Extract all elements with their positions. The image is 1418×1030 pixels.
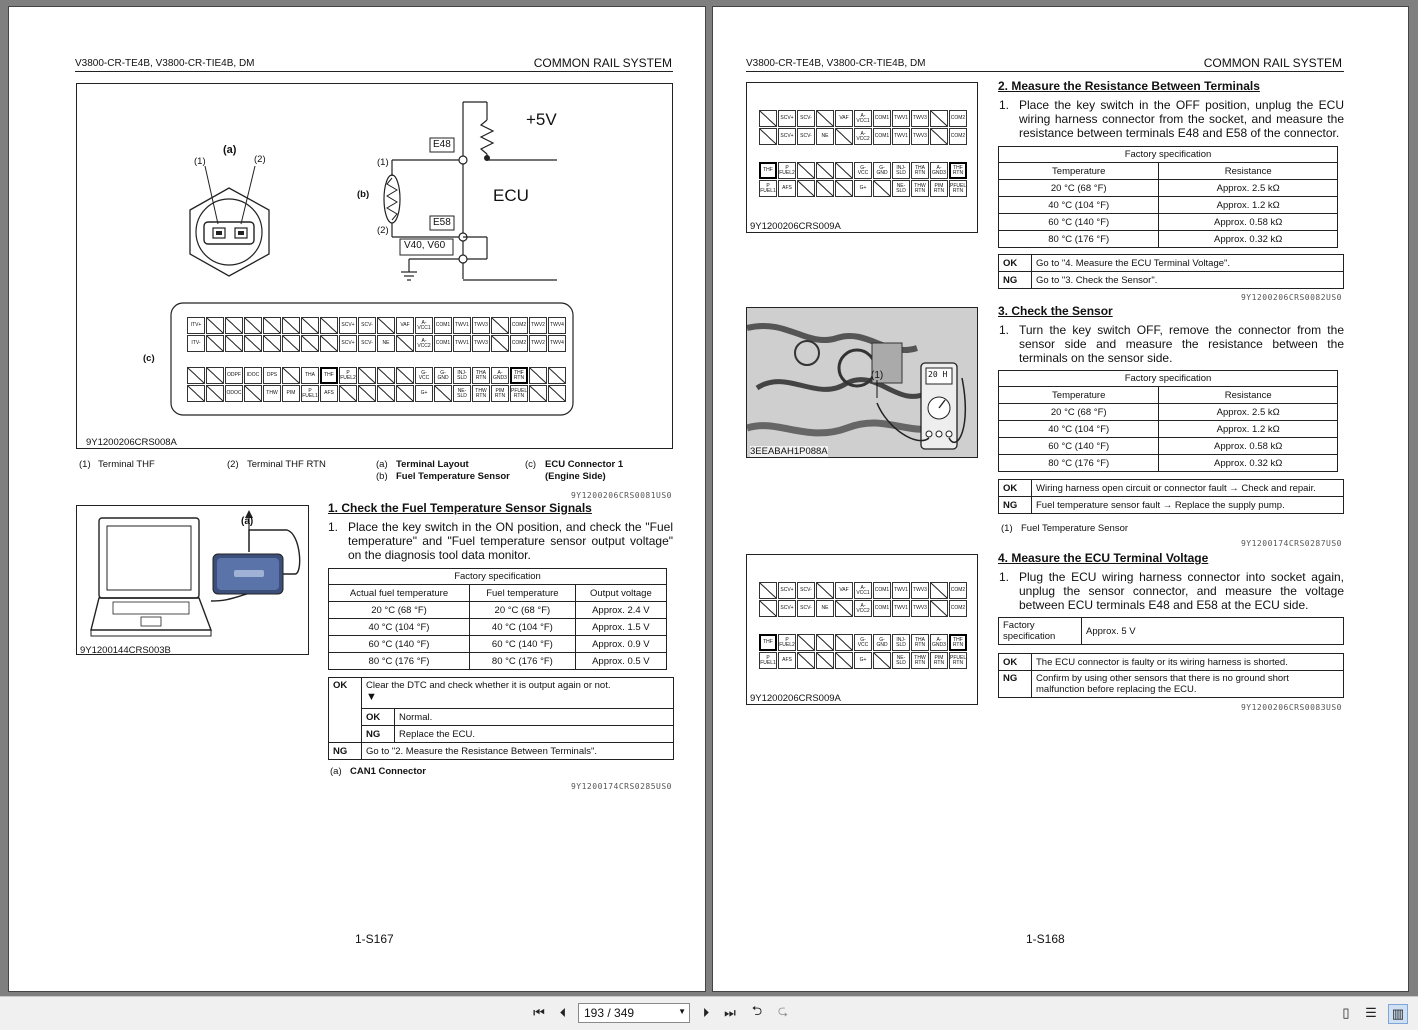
cell: Approx. 1.2 kΩ — [1159, 197, 1338, 214]
section2-title: 2. Measure the Resistance Between Terminals — [998, 79, 1260, 93]
cell: 20 °C (68 °F) — [999, 404, 1159, 421]
section1-spec-table — [328, 568, 667, 670]
col-header: Output voltage — [575, 585, 666, 602]
ng-text: Go to "3. Check the Sensor". — [1032, 272, 1344, 289]
spec-title: Factory specification — [999, 371, 1338, 387]
section3-step — [999, 323, 1344, 365]
section3-ok-ng-table — [998, 479, 1344, 514]
fig2-id: 9Y1200144CRS003B — [80, 645, 171, 656]
fig1-e48: E48 — [433, 139, 451, 150]
ok-text-cell — [362, 678, 674, 709]
ok-text: Go to "4. Measure the ECU Terminal Voltage". — [1032, 255, 1344, 272]
fig1-circuit-1: (1) — [377, 157, 389, 168]
fig1-label-c: (c) — [143, 353, 155, 364]
col-header: Fuel temperature — [470, 585, 576, 602]
section2-spec-table — [998, 146, 1338, 248]
legend-c-text-2: (Engine Side) — [545, 471, 606, 482]
fig-c-id: 9Y1200206CRS009A — [750, 693, 841, 704]
fig1-voltage: +5V — [526, 110, 557, 129]
fig1-e58: E58 — [433, 217, 451, 228]
header-section: COMMON RAIL SYSTEM — [533, 56, 672, 70]
fig1-circuit-2: (2) — [377, 225, 389, 236]
cell: 80 °C (176 °F) — [999, 231, 1159, 248]
fig1-v40: V40, V60 — [404, 240, 446, 251]
previous-page-icon[interactable]: ⏴ — [559, 1005, 567, 1020]
go-back-view-icon[interactable]: ⮌ — [751, 1003, 763, 1018]
cell: Approx. 1.5 V — [575, 619, 666, 636]
legend-1-text: Terminal THF — [98, 459, 155, 470]
legend-2-key: (2) — [227, 459, 239, 470]
ng-key: NG — [329, 743, 362, 760]
cell: 40 °C (104 °F) — [999, 197, 1159, 214]
header-rule — [75, 71, 673, 72]
step-text: Place the key switch in the ON position, and check the "Fuel temperature" and "Fuel temperature sensor output voltage" on the diagnosis tool data monitor. — [348, 520, 673, 562]
ok-text: The ECU connector is faulty or its wiring harness is shorted. — [1032, 654, 1344, 671]
fig-b-id: 3EEABAH1P088A — [750, 446, 828, 457]
cell: 20 °C (68 °F) — [329, 602, 470, 619]
cell: Approx. 0.58 kΩ — [1159, 214, 1338, 231]
spec-title: Factory specification — [999, 147, 1338, 163]
ok-key: OK — [999, 480, 1032, 497]
table-row — [999, 421, 1338, 438]
fig1-label-1: (1) — [194, 156, 206, 167]
sub-ng-key: NG — [362, 726, 395, 743]
sub-ok-text: Normal. — [395, 709, 674, 726]
single-page-view-icon[interactable]: ▯ — [1342, 1005, 1350, 1020]
table-row — [999, 180, 1338, 197]
ref-code-2: 9Y1200174CRS0285US0 — [570, 782, 672, 791]
section2-ok-ng-table — [998, 254, 1344, 289]
cell: Approx. 0.32 kΩ — [1159, 231, 1338, 248]
section2-step — [999, 98, 1344, 140]
page-selector[interactable] — [578, 1003, 690, 1023]
step-number: 1. — [999, 570, 1010, 584]
legend-a-text: Terminal Layout — [396, 459, 469, 470]
cell: 80 °C (176 °F) — [999, 455, 1159, 472]
col-header: Temperature — [999, 387, 1159, 404]
fig2-label-a: (a) — [241, 516, 254, 527]
sub-ng-text: Replace the ECU. — [395, 726, 674, 743]
section4-title: 4. Measure the ECU Terminal Voltage — [998, 551, 1209, 565]
ok-key: OK — [999, 654, 1032, 671]
section1-step — [328, 520, 673, 562]
figure-diagnosis-tool — [76, 505, 309, 655]
section3-spec-table — [998, 370, 1338, 472]
ng-key: NG — [999, 671, 1032, 698]
ecu-connector-upper-grid: ITV+ SCV+ SCV- VAF A-VCC1 COM1 TWV1 TWV3 COM2 TWV2 TWV4 ITV- SCV+ SCV- NE A-VCC2 COM1 TWV1 TWV3 COM2 TWV2 TWV4 — [187, 317, 566, 352]
go-forward-view-icon[interactable]: ⮎ — [777, 1003, 789, 1018]
connector-grid-lower: THF P FUEL2 G-VCC G-GND INJ-SLD THA RTN A-GND3 THF RTN P FUEL1 AFS G+ NE-SLD THW RTN PIM RTN PFUEL RTN — [759, 162, 967, 197]
figure-ecu-connector-a — [746, 82, 978, 233]
cell: Approx. 2.4 V — [575, 602, 666, 619]
cell: Approx. 1.2 kΩ — [1159, 421, 1338, 438]
engine-photo — [747, 308, 977, 457]
section4-step — [999, 570, 1344, 612]
cell: 40 °C (104 °F) — [999, 421, 1159, 438]
cell: 40 °C (104 °F) — [329, 619, 470, 636]
spec-title: Factory specification — [329, 569, 667, 585]
table-row — [999, 455, 1338, 472]
fig1-label-2: (2) — [254, 154, 266, 165]
ng-text: Go to "2. Measure the Resistance Between Terminals". — [362, 743, 674, 760]
connector-grid-lower: THF P FUEL2 G-VCC G-GND INJ-SLD THA RTN A-GND3 THF RTN P FUEL1 AFS G+ NE-SLD THW RTN PIM RTN PFUEL RTN — [759, 634, 967, 669]
section1-title: 1. Check the Fuel Temperature Sensor Signals — [328, 501, 592, 515]
fig-a-id: 9Y1200206CRS009A — [750, 221, 841, 232]
ng-key: NG — [999, 272, 1032, 289]
table-row — [999, 214, 1338, 231]
page-indicator: 193 / 349 — [584, 1006, 635, 1020]
spec-value: Approx. 5 V — [1082, 618, 1344, 645]
cell: 20 °C (68 °F) — [999, 180, 1159, 197]
figure-sensor-photo — [746, 307, 978, 458]
page-number: 1-S167 — [355, 932, 394, 946]
ng-text: Confirm by using other sensors that there is no ground short malfunction before replacing the ECU. — [1032, 671, 1344, 698]
cell: 20 °C (68 °F) — [470, 602, 576, 619]
step-number: 1. — [999, 323, 1010, 337]
cell: 60 °C (140 °F) — [999, 438, 1159, 455]
section3-title: 3. Check the Sensor — [998, 304, 1113, 318]
left-page — [8, 6, 706, 992]
figure-terminal-layout — [76, 83, 673, 449]
fig-b-label-1: (1) — [871, 370, 884, 381]
section4-ok-ng-table — [998, 653, 1344, 698]
sub-ok-key: OK — [362, 709, 395, 726]
legend-b-text: Fuel Temperature Sensor — [396, 471, 510, 482]
chevron-down-icon: ▼ — [678, 1007, 686, 1016]
table-row — [999, 231, 1338, 248]
legend-c-text: ECU Connector 1 — [545, 459, 624, 470]
header-models: V3800-CR-TE4B, V3800-CR-TIE4B, DM — [746, 58, 926, 69]
cell: 40 °C (104 °F) — [470, 619, 576, 636]
cell: 80 °C (176 °F) — [470, 653, 576, 670]
fig1-label-b: (b) — [357, 189, 370, 200]
legend-c-key: (c) — [525, 459, 537, 470]
viewer-toolbar — [0, 996, 1418, 1030]
table-row — [999, 404, 1338, 421]
ng-key: NG — [999, 497, 1032, 514]
header-section: COMMON RAIL SYSTEM — [1203, 56, 1342, 70]
figure-ecu-connector-c — [746, 554, 978, 705]
right-page — [712, 6, 1409, 992]
cell: 80 °C (176 °F) — [329, 653, 470, 670]
ok-text: Wiring harness open circuit or connector fault → Check and repair. — [1032, 480, 1344, 497]
step-number: 1. — [999, 98, 1010, 112]
header-models: V3800-CR-TE4B, V3800-CR-TIE4B, DM — [75, 58, 255, 69]
caption-a-text: CAN1 Connector — [350, 766, 427, 777]
fig1-ecu: ECU — [493, 186, 529, 205]
fig1-id: 9Y1200206CRS008A — [86, 437, 177, 448]
section4-spec-table — [998, 617, 1344, 645]
legend-2-text: Terminal THF RTN — [247, 459, 326, 470]
cell: Approx. 0.32 kΩ — [1159, 455, 1338, 472]
col-header: Resistance — [1159, 387, 1338, 404]
spec-label: Factory specification — [999, 618, 1082, 645]
cell: Approx. 0.58 kΩ — [1159, 438, 1338, 455]
step-number: 1. — [328, 520, 339, 534]
col-header: Temperature — [999, 163, 1159, 180]
section1-ok-ng-table — [328, 677, 674, 760]
legend-b-key: (b) — [376, 471, 388, 482]
cell: 60 °C (140 °F) — [999, 214, 1159, 231]
ref-code-5: 9Y1200206CRS0083US0 — [1240, 703, 1342, 712]
two-page-view-icon[interactable]: ▥ — [1388, 1004, 1408, 1024]
col-header: Actual fuel temperature — [329, 585, 470, 602]
step-text: Turn the key switch OFF, remove the connector from the sensor side and measure the resistance between the terminals on the sensor side. — [1019, 323, 1344, 365]
laptop-diagram — [77, 506, 308, 654]
table-row — [999, 197, 1338, 214]
connector-grid-upper: SCV+ SCV- VAF A-VCC1 COM1 TWV1 TWV3 COM2 SCV+ SCV- NE A-VCC2 COM1 TWV1 TWV3 COM2 — [759, 110, 967, 145]
caption-a-key: (a) — [330, 766, 342, 777]
continuous-view-icon[interactable]: ☰ — [1365, 1005, 1377, 1020]
ref-code-1: 9Y1200206CRS0081US0 — [570, 491, 672, 500]
table-row — [329, 653, 667, 670]
cell: 60 °C (140 °F) — [329, 636, 470, 653]
meter-display: 20 H — [928, 370, 948, 379]
ok-text: Clear the DTC and check whether it is output again or not. — [366, 680, 611, 691]
ok-key: OK — [329, 678, 362, 743]
ng-text: Fuel temperature sensor fault → Replace the supply pump. — [1032, 497, 1344, 514]
last-page-icon[interactable]: ⏭ — [724, 1005, 736, 1020]
cell: Approx. 0.9 V — [575, 636, 666, 653]
ref-code-3: 9Y1200206CRS0082US0 — [1240, 293, 1342, 302]
next-page-icon[interactable]: ⏵ — [702, 1005, 710, 1020]
arrow-down-icon: ▼ — [366, 691, 377, 703]
caption-1-text: Fuel Temperature Sensor — [1021, 523, 1129, 534]
first-page-icon[interactable]: ⏮ — [533, 1005, 545, 1020]
table-row — [329, 602, 667, 619]
table-row — [329, 619, 667, 636]
ecu-connector-lower-grid: ODPF IDOC DPS THA THF P FUEL2 G-VCC G-GND INJ-SLD THA RTN A-GND3 THF RTN ODOC THW PIM P FUEL1 AFS G+ NE-SLD THW RTN PIM RTN PFUEL RTN — [187, 367, 566, 402]
cell: Approx. 2.5 kΩ — [1159, 404, 1338, 421]
caption-1-key: (1) — [1001, 523, 1013, 534]
table-row — [999, 438, 1338, 455]
page-number: 1-S168 — [1026, 932, 1065, 946]
col-header: Resistance — [1159, 163, 1338, 180]
legend-1-key: (1) — [79, 459, 91, 470]
header-rule — [746, 71, 1344, 72]
ok-key: OK — [999, 255, 1032, 272]
cell: Approx. 0.5 V — [575, 653, 666, 670]
step-text: Place the key switch in the OFF position, unplug the ECU wiring harness connector from the socket, and measure the resistance between terminals E48 and E58 of the connector. — [1019, 98, 1344, 140]
step-text: Plug the ECU wiring harness connector into socket again, unplug the sensor connector, and measure the voltage between ECU terminals E48 and E58 at the ECU side. — [1019, 570, 1344, 612]
connector-grid-upper: SCV+ SCV- VAF A-VCC1 COM1 TWV1 TWV3 COM2 SCV+ SCV- NE A-VCC2 COM1 TWV1 TWV3 COM2 — [759, 582, 967, 617]
ref-code-4: 9Y1200174CRS0287US0 — [1240, 539, 1342, 548]
table-row — [329, 636, 667, 653]
cell: 60 °C (140 °F) — [470, 636, 576, 653]
fig1-label-a: (a) — [223, 144, 237, 156]
cell: Approx. 2.5 kΩ — [1159, 180, 1338, 197]
legend-a-key: (a) — [376, 459, 388, 470]
